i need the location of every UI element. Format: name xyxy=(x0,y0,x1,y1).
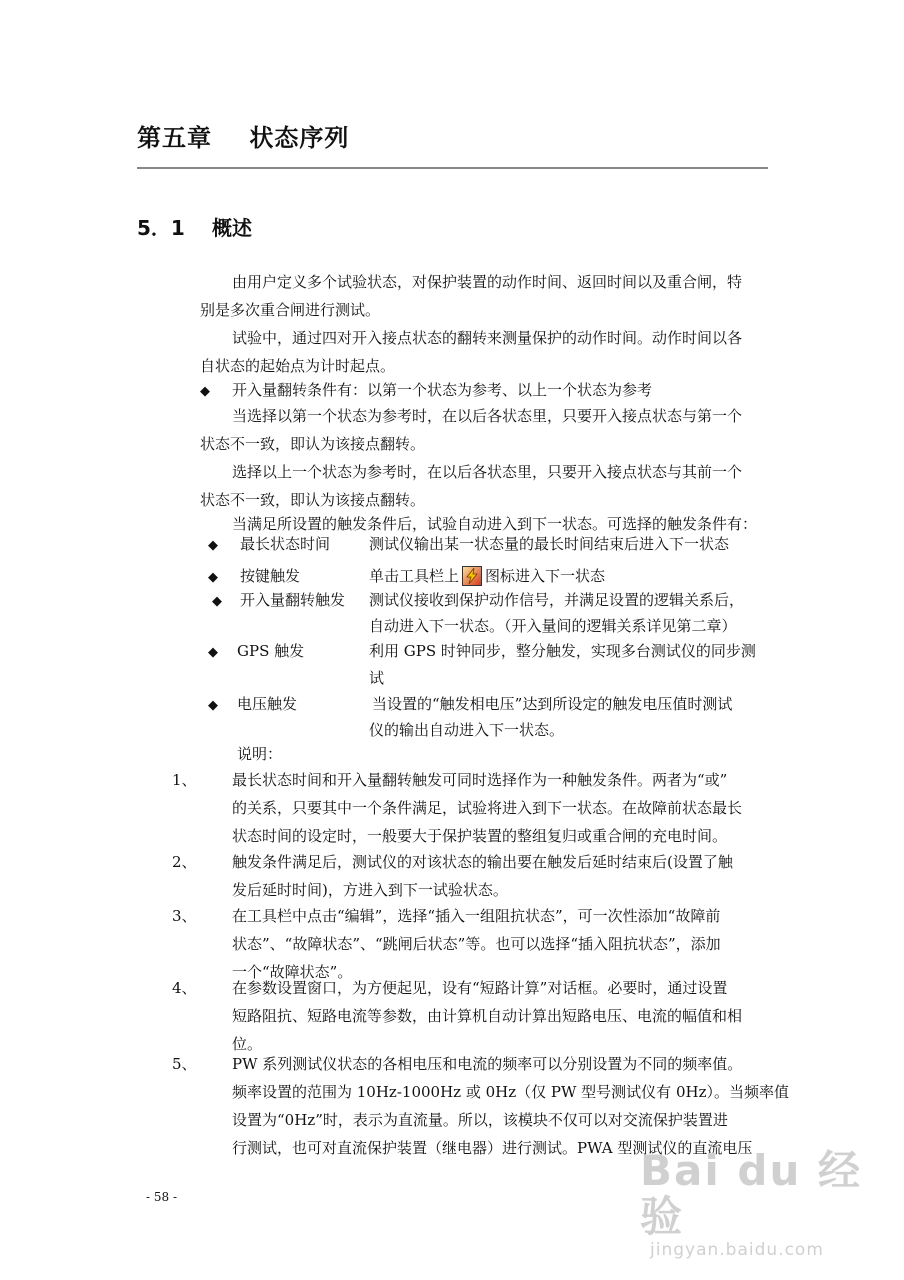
trigger-desc: 测试仪输出某一状态量的最长时间结束后进入下一状态 xyxy=(369,535,730,553)
chapter-title: 第五章 状态序列 xyxy=(137,124,350,152)
trigger-name: 电压触发 xyxy=(237,695,298,713)
trigger-name: 最长状态时间 xyxy=(240,535,331,553)
note-line: 在工具栏中点击“编辑”，选择“插入一组阻抗状态”，可一次性添加“故障前 xyxy=(232,907,721,925)
trigger-desc-after: 图标进入下一状态 xyxy=(485,567,606,585)
note-line: 行测试，也可对直流保护装置（继电器）进行测试。PWA 型测试仪的直流电压 xyxy=(232,1139,753,1157)
diamond-bullet-icon: ◆ xyxy=(208,645,218,660)
trigger-item xyxy=(208,530,218,560)
next-state-toolbar-icon xyxy=(462,566,482,586)
trigger-desc: 仪的输出自动进入下一状态。 xyxy=(369,721,565,739)
note-number: 3、 xyxy=(172,907,197,925)
trigger-item xyxy=(208,690,218,720)
note-line: 频率设置的范围为 10Hz-1000Hz 或 0Hz（仅 PW 型号测试仪有 0Hz）。当频率值 xyxy=(232,1083,789,1101)
watermark-brand: Bai du 经验 xyxy=(640,1146,862,1241)
note-number: 1、 xyxy=(172,771,197,789)
trigger-item xyxy=(208,637,218,667)
note-line: 设置为“0Hz”时，表示为直流量。所以，该模块不仅可以对交流保护装置进 xyxy=(232,1111,728,1129)
note-line: 的关系，只要其中一个条件满足，试验将进入到下一状态。在故障前状态最长 xyxy=(232,799,743,817)
intro-1-line-1: 由用户定义多个试验状态，对保护装置的动作时间、返回时间以及重合闸，特 xyxy=(232,273,743,291)
diamond-bullet-icon: ◆ xyxy=(212,594,222,609)
flip-condition-bullet xyxy=(200,376,210,406)
trigger-desc: 试 xyxy=(369,669,385,687)
baidu-jingyan-watermark xyxy=(640,1148,904,1260)
trigger-name: 按键触发 xyxy=(240,567,301,585)
intro-2-line-2: 自状态的起始点为计时起点。 xyxy=(200,357,396,375)
note-line: 在参数设置窗口，为方便起见，设有“短路计算”对话框。必要时，通过设置 xyxy=(232,979,728,997)
trigger-name: GPS 触发 xyxy=(237,642,305,660)
notes-label: 说明： xyxy=(237,745,283,763)
section-title: 概述 xyxy=(212,216,252,240)
note-line: 最长状态时间和开入量翻转触发可同时选择作为一种触发条件。两者为“或” xyxy=(232,771,728,789)
trigger-desc: 自动进入下一状态。（开入量间的逻辑关系详见第二章） xyxy=(369,617,737,635)
intro-1-line-2: 别是多次重合闸进行测试。 xyxy=(200,301,381,319)
note-number: 5、 xyxy=(172,1055,197,1073)
intro-2-line-1: 试验中，通过四对开入接点状态的翻转来测量保护的动作时间。动作时间以各 xyxy=(232,329,743,347)
page-number: - 58 - xyxy=(146,1190,178,1204)
note-line: 短路阻抗、短路电流等参数，由计算机自动计算出短路电压、电流的幅值和相 xyxy=(232,1007,743,1025)
trigger-desc-before: 单击工具栏上 xyxy=(369,567,460,585)
trigger-desc: 当设置的“触发相电压”达到所设定的触发电压值时测试 xyxy=(372,695,733,713)
section-heading xyxy=(137,212,252,241)
flip-detail-2-line-1: 选择以上一个状态为参考时，在以后各状态里，只要开入接点状态与其前一个 xyxy=(232,463,743,481)
section-number: 5．1 xyxy=(137,216,185,240)
note-line: 发后延时时间)，方进入到下一试验状态。 xyxy=(232,881,508,899)
note-line: 状态”、“故障状态”、“跳闸后状态”等。也可以选择“插入阻抗状态”，添加 xyxy=(232,935,721,953)
flip-detail-1-line-2: 状态不一致，即认为该接点翻转。 xyxy=(200,435,426,453)
flip-condition: 开入量翻转条件有：以第一个状态为参考、以上一个状态为参考 xyxy=(232,381,653,399)
flip-detail-2-line-2: 状态不一致，即认为该接点翻转。 xyxy=(200,491,426,509)
diamond-bullet-icon: ◆ xyxy=(200,384,210,399)
diamond-bullet-icon: ◆ xyxy=(208,538,218,553)
title-divider xyxy=(137,167,768,169)
flip-detail-1-line-1: 当选择以第一个状态为参考时，在以后各状态里，只要开入接点状态与第一个 xyxy=(232,407,743,425)
note-line: 位。 xyxy=(232,1035,263,1053)
trigger-desc: 测试仪接收到保护动作信号，并满足设置的逻辑关系后， xyxy=(369,591,745,609)
trigger-item xyxy=(212,586,222,616)
diamond-bullet-icon: ◆ xyxy=(208,570,218,585)
note-number: 2、 xyxy=(172,853,197,871)
trigger-desc: 利用 GPS 时钟同步，整分触发，实现多台测试仪的同步测 xyxy=(369,642,756,660)
trigger-name: 开入量翻转触发 xyxy=(240,591,346,609)
watermark-url: jingyan.baidu.com xyxy=(650,1240,824,1260)
diamond-bullet-icon: ◆ xyxy=(208,698,218,713)
note-number: 4、 xyxy=(172,979,197,997)
note-line: 一个“故障状态”。 xyxy=(232,963,353,981)
note-line: 状态时间的设定时，一般要大于保护装置的整组复归或重合闸的充电时间。 xyxy=(232,827,728,845)
note-line: 触发条件满足后，测试仪的对该状态的输出要在触发后延时结束后(设置了触 xyxy=(232,853,733,871)
note-line: PW 系列测试仪状态的各相电压和电流的频率可以分别设置为不同的频率值。 xyxy=(232,1055,743,1073)
trigger-intro: 当满足所设置的触发条件后，试验自动进入到下一状态。可选择的触发条件有： xyxy=(232,515,758,533)
